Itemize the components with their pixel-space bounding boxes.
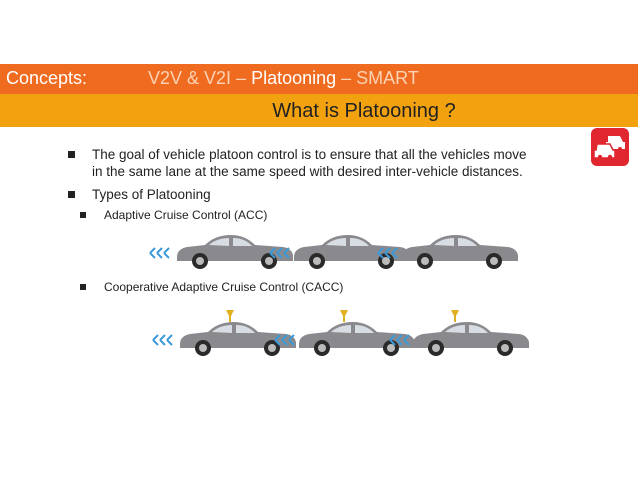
car-icon (413, 322, 529, 356)
goal-line-2: in the same lane at the same speed with desired inter-vehicle distances. (92, 164, 523, 179)
section-label: Concepts: (6, 68, 88, 88)
v2v-antenna-icon (226, 310, 234, 322)
crumb-smart[interactable]: SMART (356, 68, 419, 88)
v2v-antenna-icon (340, 310, 348, 322)
radar-wave-icon (150, 248, 169, 258)
car-icon (402, 235, 518, 269)
car-icon (177, 235, 293, 269)
goal-line-1: The goal of vehicle platoon control is to ensure that all the vehicles move (92, 147, 527, 162)
car-icon (180, 322, 296, 356)
crumb-platooning[interactable]: Platooning (251, 68, 337, 88)
cacc-label: Cooperative Adaptive Cruise Control (CACC) (104, 280, 344, 294)
crumb-v2v[interactable]: V2V & V2I (148, 68, 232, 88)
crumb-separator: – (336, 68, 357, 88)
crumb-separator: – (231, 68, 252, 88)
page-title: What is Platooning ? (272, 100, 456, 122)
v2v-antenna-icon (451, 310, 459, 322)
types-label: Types of Platooning (92, 187, 211, 202)
acc-label: Adaptive Cruise Control (ACC) (104, 208, 268, 222)
radar-wave-icon (153, 335, 172, 345)
acc-platoon (150, 235, 518, 269)
cacc-platoon (153, 310, 529, 356)
